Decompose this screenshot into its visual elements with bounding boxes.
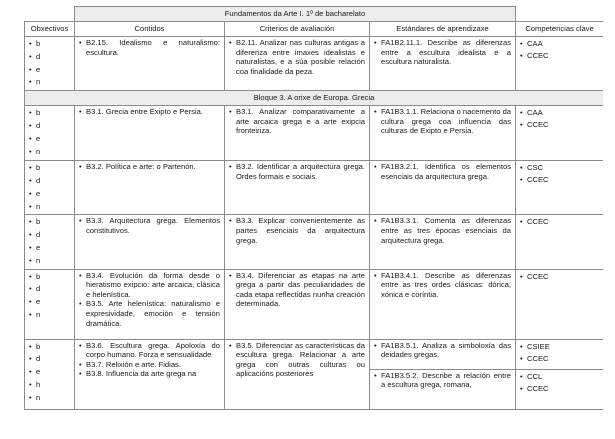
list-item: • n: [29, 392, 70, 405]
table-row: [25, 215, 604, 269]
list-item: • e: [29, 296, 70, 309]
list-item: • n: [29, 255, 70, 268]
list-item: • FA1B3.1.1. Relaciona o nacemento da cultura grega coa influencia das culturas de Exipto e Persia.: [374, 107, 511, 136]
list-item: • B2.11. Analizar nas culturas antigas a diferenza entre imaxes idealistas e naturalistas, e a súa posible relación coa finalidade da peza.: [229, 38, 365, 76]
contents-cell: [75, 339, 225, 409]
list-item: • n: [29, 76, 70, 89]
competences-cell: [516, 269, 603, 339]
column-header-contidos: Contidos: [75, 22, 225, 37]
contents-cell: [75, 37, 225, 91]
list-item: • h: [29, 379, 70, 392]
objectives-cell: [25, 339, 75, 409]
column-header-estandares: Estándares de aprendizaxe: [370, 22, 516, 37]
list-item: • B2.15. Idealismo e naturalismo: escultura.: [79, 38, 220, 57]
criteria-cell: [225, 215, 370, 269]
list-item: • CCL: [520, 371, 599, 383]
standards-cell: [370, 106, 516, 161]
contents-cell: [75, 106, 225, 161]
list-item: • b: [29, 341, 70, 354]
contents-cell: [75, 161, 225, 215]
list-item: • FA1B3.3.1. Comenta as diferenzas entre as tres épocas esenciais da arquitectura grega.: [374, 216, 511, 245]
list-item: • d: [29, 229, 70, 242]
list-item: • CAA: [520, 38, 599, 50]
list-item: • e: [29, 133, 70, 146]
list-item: • B3.7. Relixión e arte. Fidias.: [79, 360, 220, 370]
list-item: • FA1B3.5.2. Describe a relación entre a escultura grega, romana,: [374, 371, 511, 390]
competences-cell: [516, 339, 603, 409]
list-item: • d: [29, 175, 70, 188]
list-item: • d: [29, 51, 70, 64]
objectives-cell: [25, 161, 75, 215]
list-item: • B3.2. Política e arte: o Partenón.: [79, 162, 220, 172]
competences-cell: [516, 215, 603, 269]
list-item: • FA1B3.4.1. Describe as diferenzas entre as tres ordes clásicas: dórica, xónica e coríntia.: [374, 271, 511, 300]
list-item: • B3.4. Diferenciar as etapas na arte grega a partir das peculiaridades de cada etapa reflectidas nunha creación determinada.: [229, 271, 365, 309]
list-item: • b: [29, 216, 70, 229]
list-item: • b: [29, 38, 70, 51]
table-title: Fundamentos da Arte I. 1º de bacharelato: [75, 7, 516, 22]
objectives-cell: [25, 269, 75, 339]
column-header-criterios: Criterios de avaliación: [225, 22, 370, 37]
criteria-cell: [225, 339, 370, 409]
list-item: • CCEC: [520, 216, 599, 228]
list-item: • d: [29, 120, 70, 133]
column-header-obxectivos: Obxectivos: [25, 22, 75, 37]
list-item: • B3.6. Escultura grega. Apoloxía do corpo humano. Forza e sensualidade: [79, 341, 220, 360]
table-row: [25, 161, 604, 215]
list-item: • e: [29, 64, 70, 77]
list-item: • CCEC: [520, 174, 599, 186]
objectives-cell: [25, 106, 75, 161]
criteria-cell: [225, 106, 370, 161]
list-item: • B3.3. Explicar convenientemente as partes esenciais da arquitectura grega.: [229, 216, 365, 245]
list-item: • B3.8. Influencia da arte grega na: [79, 369, 220, 379]
standards-cell: [370, 269, 516, 339]
list-item: • FA1B2.11.1. Describe as diferenzas entre a escultura idealista e a escultura naturalista.: [374, 38, 511, 67]
competence-subcell: [516, 369, 603, 397]
list-item: • d: [29, 353, 70, 366]
list-item: • d: [29, 283, 70, 296]
table-row: [25, 106, 604, 161]
objectives-cell: [25, 215, 75, 269]
list-item: • n: [29, 146, 70, 159]
criteria-cell: [225, 269, 370, 339]
standards-cell: [370, 161, 516, 215]
list-item: • B3.5. Diferenciar as características da escultura grega. Relacionar a arte grega con outras culturas ou aplicacións posteriores: [229, 341, 365, 379]
list-item: • CSIEE: [520, 341, 599, 353]
list-item: • CCEC: [520, 383, 599, 395]
list-item: • b: [29, 162, 70, 175]
criteria-cell: [225, 37, 370, 91]
list-item: • B3.1. Grecia entre Exipto e Persia.: [79, 107, 220, 117]
list-item: • FA1B3.5.1. Analiza a simboloxía das deidades gregas.: [374, 341, 511, 360]
table-row: [25, 269, 604, 339]
list-item: • CCEC: [520, 353, 599, 365]
list-item: • B3.4. Evolución da forma desde o hieratismo exipcio: arte arcaica, clásica e helenística.: [79, 271, 220, 300]
list-item: • B3.3. Arquitectura grega. Elementos constitutivos.: [79, 216, 220, 235]
competences-cell: [516, 37, 603, 91]
list-item: • CAA: [520, 107, 599, 119]
criteria-cell: [225, 161, 370, 215]
curriculum-table: [24, 6, 603, 410]
list-item: • e: [29, 188, 70, 201]
list-item: • e: [29, 242, 70, 255]
list-item: • B3.5. Arte helenística: naturalismo e expresividade, emoción e tensión dramática.: [79, 299, 220, 328]
block-heading: Bloque 3. A orixe de Europa. Grecia: [25, 91, 604, 106]
list-item: • CSC: [520, 162, 599, 174]
list-item: • CCEC: [520, 271, 599, 283]
list-item: • n: [29, 309, 70, 322]
competences-cell: [516, 106, 603, 161]
list-item: • b: [29, 107, 70, 120]
list-item: • n: [29, 201, 70, 214]
list-item: • B3.1. Analizar comparativamente a arte arcaica grega e a arte exipcia fronteiriza.: [229, 107, 365, 136]
column-header-competencias: Competencias clave: [516, 22, 603, 37]
standards-cell: [370, 215, 516, 269]
standard-subcell: [370, 369, 515, 392]
contents-cell: [75, 269, 225, 339]
standards-cell: [370, 37, 516, 91]
table-title-row: [25, 7, 604, 22]
list-item: • b: [29, 271, 70, 284]
list-item: • CCEC: [520, 119, 599, 131]
contents-cell: [75, 215, 225, 269]
list-item: • CCEC: [520, 50, 599, 62]
competences-cell: [516, 161, 603, 215]
table-row: [25, 339, 604, 409]
list-item: • e: [29, 366, 70, 379]
column-header-row: [25, 22, 604, 37]
standard-subcell: [370, 340, 515, 369]
objectives-cell: [25, 37, 75, 91]
list-item: • B3.2. Identificar a arquitectura grega. Ordes formais e sociais.: [229, 162, 365, 181]
list-item: • FA1B3.2.1. Identifica os elementos esenciais da arquitectura grega.: [374, 162, 511, 181]
standards-cell: [370, 339, 516, 409]
competence-subcell: [516, 340, 603, 369]
table-row: [25, 37, 604, 91]
block-heading-row: [25, 91, 604, 106]
curriculum-document: [24, 6, 603, 426]
